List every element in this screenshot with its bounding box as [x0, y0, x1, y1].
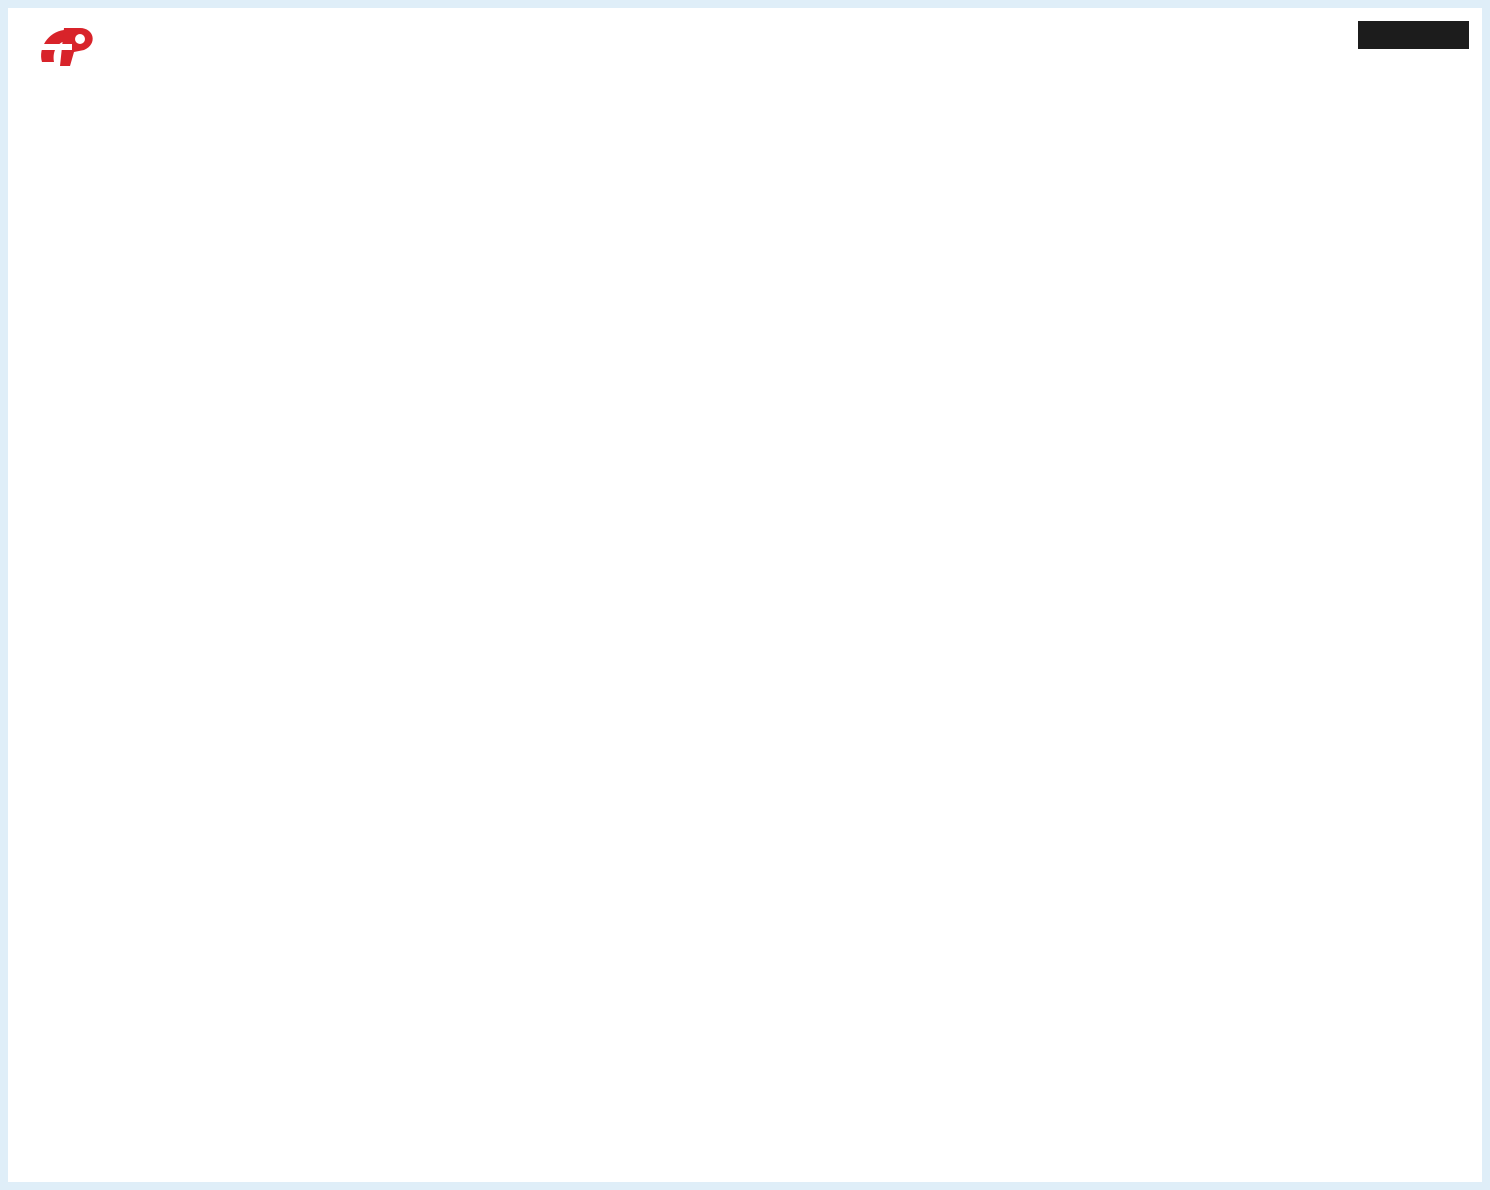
- header-row-top: [45, 111, 1446, 135]
- header-row-sub: [45, 135, 1446, 159]
- site-badge: [1358, 21, 1469, 49]
- lottery-logo: [34, 22, 106, 70]
- welfare-lottery-logo-icon: [34, 22, 98, 70]
- trend-table: [45, 111, 1446, 159]
- page-frame: [8, 8, 1482, 1182]
